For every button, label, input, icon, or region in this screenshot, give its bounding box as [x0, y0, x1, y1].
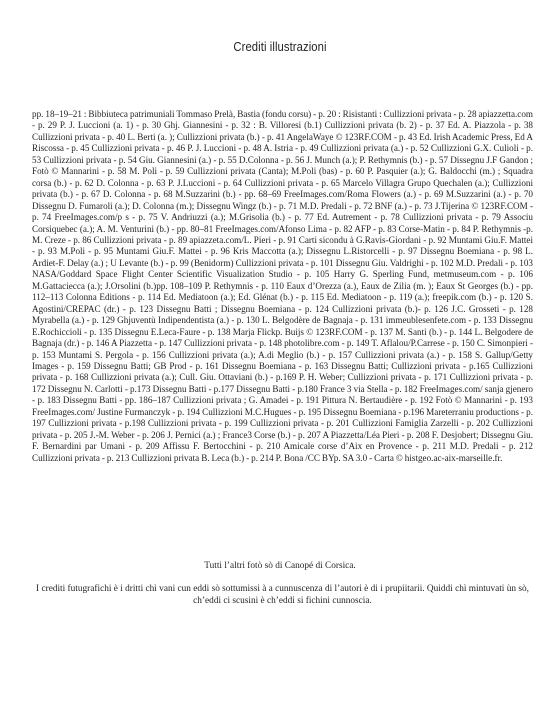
credits-list: pp. 18–19–21 : Bibbiuteca patrimuniali Tommaso Prelà, Bastia (fondu corsu) - p. 20 : Risistanti : Cullizzioni privata - p. 28 apiazzetta.com - p. 29 P. J. Luccioni (a. 1) - p. 30 Ghj. Giannesini - p. 32 : B. Villoresi (b.1) Cullizzioni privata (b. 2) - p. 37 Ed. A. Piazzola - p. 38 Cullizzioni privata - p. 40 L. Berti (a. ); Cullizzioni privata (b.) - p. 41 AngelaWaye © 123RF.COM - p. 43 Ed. Irish Academic Press, Ed A Riscossa - p. 45 Cullizzioni privata - p. 46 P. J. Luccioni - p. 48 A. Istria - p. 49 Cullizzioni privata (a.) - p. 52 Cullizzioni G.X. Culioli - p. 53 Cullizzioni privata - p. 54 Giu. Giannesini (a.) - p. 55 D.Colonna - p. 56 J. Munch (a.); P. Rethymnis (b.) - p. 57 Dissegnu J.F Gandon ; Fotò © Mannarini - p. 58 M. Poli - p. 59 Cullizzioni privata (Canta); M.Poli (bas) - p. 60 P. Pasquier (a.); G. Baldocchi (m.) ; Squadra corsa (b.) - p. 62 D. Colonna - p. 63 P. J.Luccioni - p. 64 Cullizzioni privata - p. 65 Marcelo Villagra Grupo Quechalen (a.); Cullizzioni privata (b.) - p. 67 D. Colonna - p. 68 M.Suzzarini (b.) - pp. 68–69 FreeImages.com/Roma Flowers (a.) - p. 69 M.Suzzarini (a.) - p. 70 Dissegnu D. Fumaroli (a.); D. Colonna (m.); Dissegnu Wingz (b.) - p. 71 M.D. Predali - p. 72 BNF (a.) - p. 73 J.Tijerina © 123RF.COM - p. 74 FreeImages.com/p s - p. 75 V. Andriuzzi (a.); M.Grisolia (b.) - p. 77 Ed. Autrement - p. 78 Cullizzioni privata - p. 79 Associu Corsiquebec (a.); A. M. Venturini (b.) - pp. 80–81 FreeImages.com/Afonso Lima - p. 82 AFP - p. 83 Corse-Matin - p. 84 P. Rethymnis -p. M. Creze - p. 86 Cullizzioni privata - p. 89 apiazzeta.com/L. Pieri - p. 91 Carti sicondu à G.Ravis-Giordani - p. 92 Muntami Giu.F. Mattei - p. 93 M.Poli - p. 95 Muntami Giu.F. Mattei - p. 96 Kris Maccotta (a.); Dissegnu L.Ristorcelli - p. 97 Dissegnu Boemiana - p. 98 L. Ardiet-F. Delay (a.) ; U Levante (b.) - p. 99 (Benidorm) Cullizzioni privata - p. 101 Dissegnu Giu. Valdrighi - p. 102 M.D. Predali - p. 103 NASA/Goddard Space Flight Center Scientific Visualization Studio - p. 105 Harry G. Sperling Fund, metmuseum.com - p. 106 M.Gattaciecca (a.); J.Orsolini (b.)pp. 108–109 P. Rethymnis - p. 110 Eaux d’Orezza (a.), Eaux de Zilia (m. ); Eaux St Georges (b.) - pp. 112–113 Colonna Editions - p. 114 Ed. Mediatoon (a.); Ed. Glénat (b.) - p. 115 Ed. Mediatoon - p. 119 (a.); freepik.com (b.) - p. 120 S. Agostini/CREPAC (dr.) - p. 123 Dissegnu Batti ; Dissegnu Boemiana - p. 124 Cullizzioni privata (b.)- p. 126 J.C. Grosseti - p. 128 Myrabella (a.) - p. 129 Ghjuventù Indipendentista (a.) - p. 130 L. Belgodère de Bagnaja - p. 131 immeublesenfete.com - p. 133 Dissegnu E.Rochiccioli - p. 135 Dissegnu E.Leca-Faure - p. 138 Marja Flickp. Buijs © 123RF.COM - p. 137 M. Santi (b.) - p. 144 L. Belgodere de Bagnaja (dr.) - p. 146 A Piazzetta - p. 147 Cullizzioni privata - p. 148 photolibre.com - p. 149 T. Aflalou/P.Carrese - p. 150 C. Simonpieri - p. 153 Muntami S. Pergola - p. 156 Cullizzioni privata (a.); A.di Meglio (b.) - p. 157 Cullizzioni privata (a.) - p. 158 S. Gallup/Getty Images - p. 159 Dissegnu Batti; GB Prod - p. 161 Dissegnu Boemiana - p. 163 Dissegnu Batti; Cullizzioni privata - p.165 Cullizzioni privata - p. 168 Cullizzioni privata (a.); Cull. Giu. Ottaviani (b.) - p.169 P. H. Weber; Cullizzioni privata - p. 171 Cullizzioni privata - p. 172 Dissegnu N. Carlotti - p.173 Dissegnu Batti - p.177 Dissegnu Batti - p.180 France 3 via Stella - p. 182 FreeImages.com/ sanja gjenero - p. 183 Dissegnu Batti - pp. 186–187 Cullizzioni privata ; G. Amadei - p. 191 Pittura N. Bertaudière - p. 192 Fotò © Mannarini - p. 193 FreeImages.com/ Justine Furmanczyk - p. 194 Cullizzioni M.C.Hugues - p. 195 Dissegnu Boemiana - p.196 Mareterraniu productions - p. 197 Cullizzioni privata - p.198 Cullizzioni privata - p. 199 Cullizzioni privata - p. 201 Cullizzioni Famiglia Zarzelli - p. 202 Cullizzioni privata - p. 205 J.-M. Weber - p. 206 J. Pernici (a.) ; France3 Corse (b.) - p. 207 A Piazzetta/Léa Pieri - p. 208 F. Desjobert; Dissegnu Giu. F. Bernardini par Umani - p. 209 Affissu F. Bertocchini - p. 210 Amicale corse d’Aix en Provence - p. 211 M.D. Predali - p. 212 Cullizzioni privata - p. 213 Cullizzioni privata B. Leca (b.) - p. 214 P. Bona /CC BYp. SA 3.0 - Carta © histgeo.ac-aix-marseille.fr.: [32, 109, 533, 463]
canope-photo-note: Tutti l’altri fotò sò di Canopé di Corsica.: [204, 561, 356, 571]
rights-notice: I crediti futugrafichi è i dritti chì vani cun eddi sò sottumissi à a cunnuscenza di l’autori è di i prupiitarii. Quiddi chì mintuvati ùn sò, ch’eddi ci scusini è ch’eddi si fichini cunnoscia.: [36, 584, 529, 606]
page-title: Crediti illustrazioni: [233, 40, 327, 54]
